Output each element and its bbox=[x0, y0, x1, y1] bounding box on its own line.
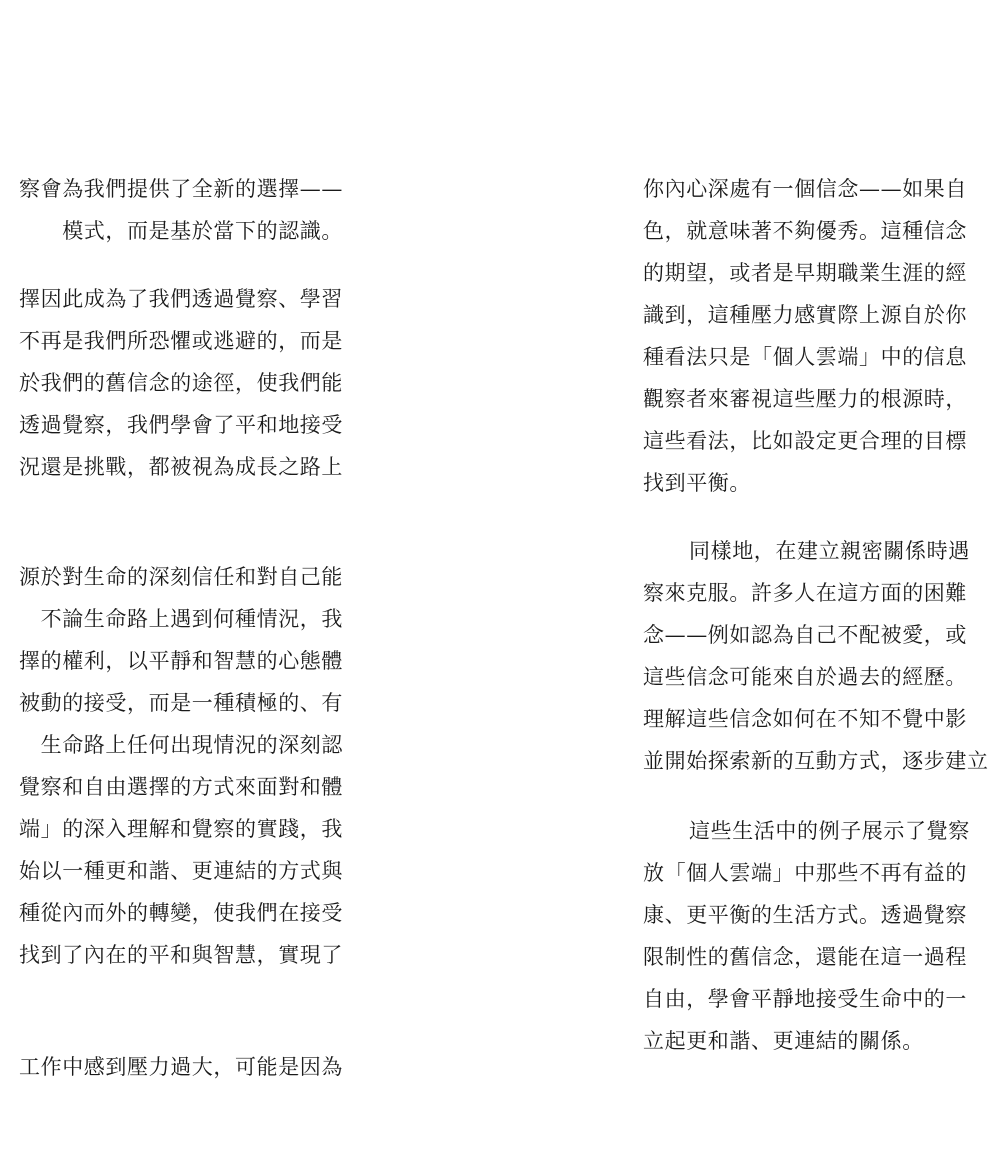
text-line: 這些生活中的例子展示了覺察 bbox=[689, 819, 970, 843]
text-line: 這些信念可能來自於過去的經歷。 bbox=[643, 665, 967, 689]
left-page bbox=[0, 0, 343, 1156]
text-line: 察來克服。許多人在這方面的困難 bbox=[643, 581, 967, 605]
text-line: 色，就意味著不夠優秀。這種信念 bbox=[643, 219, 967, 243]
right-page bbox=[643, 0, 1000, 1156]
text-line: 擇因此成為了我們透過覺察、學習 bbox=[19, 287, 343, 311]
text-line: 放「個人雲端」中那些不再有益的 bbox=[643, 861, 967, 885]
text-line: 端」的深入理解和覺察的實踐，我 bbox=[19, 817, 343, 841]
text-line: 透過覺察，我們學會了平和地接受 bbox=[19, 413, 343, 437]
text-line: 不再是我們所恐懼或逃避的，而是 bbox=[19, 329, 343, 353]
text-line: 限制性的舊信念，還能在這一過程 bbox=[643, 945, 967, 969]
text-line: 理解這些信念如何在不知不覺中影 bbox=[643, 707, 967, 731]
text-line: 立起更和諧、更連結的關係。 bbox=[643, 1029, 924, 1053]
text-line: 始以一種更和諧、更連結的方式與 bbox=[19, 859, 343, 883]
text-line: 康、更平衡的生活方式。透過覺察 bbox=[643, 903, 967, 927]
text-line: 找到平衡。 bbox=[643, 471, 751, 495]
text-line: 自由，學會平靜地接受生命中的一 bbox=[643, 987, 967, 1011]
text-line: 識到，這種壓力感實際上源自於你 bbox=[643, 303, 967, 327]
text-line: 於我們的舊信念的途徑，使我們能 bbox=[19, 371, 343, 395]
text-line: 況還是挑戰，都被視為成長之路上 bbox=[19, 455, 343, 479]
text-line: 的期望，或者是早期職業生涯的經 bbox=[643, 261, 967, 285]
text-line: 源於對生命的深刻信任和對自己能 bbox=[19, 565, 343, 589]
text-line: 同樣地，在建立親密關係時遇 bbox=[689, 539, 970, 563]
text-line: 模式，而是基於當下的認識。 bbox=[62, 219, 343, 243]
text-line: 生命路上任何出現情況的深刻認 bbox=[40, 733, 343, 757]
text-line: 不論生命路上遇到何種情況，我 bbox=[40, 607, 343, 631]
text-line: 覺察和自由選擇的方式來面對和體 bbox=[19, 775, 343, 799]
text-line: 這些看法，比如設定更合理的目標 bbox=[643, 429, 967, 453]
text-line: 觀察者來審視這些壓力的根源時， bbox=[643, 387, 967, 411]
text-line: 種從內而外的轉變，使我們在接受 bbox=[19, 901, 343, 925]
text-line: 被動的接受，而是一種積極的、有 bbox=[19, 691, 343, 715]
text-line: 並開始探索新的互動方式，逐步建立 bbox=[643, 749, 989, 773]
text-line: 工作中感到壓力過大，可能是因為 bbox=[19, 1055, 343, 1079]
text-line: 你內心深處有一個信念——如果自 bbox=[643, 177, 967, 201]
text-line: 找到了內在的平和與智慧，實現了 bbox=[19, 943, 343, 967]
text-line: 念——例如認為自己不配被愛，或 bbox=[643, 623, 967, 647]
text-line: 察會為我們提供了全新的選擇—— bbox=[19, 177, 343, 201]
text-line: 種看法只是「個人雲端」中的信息 bbox=[643, 345, 967, 369]
text-line: 擇的權利，以平靜和智慧的心態體 bbox=[19, 649, 343, 673]
